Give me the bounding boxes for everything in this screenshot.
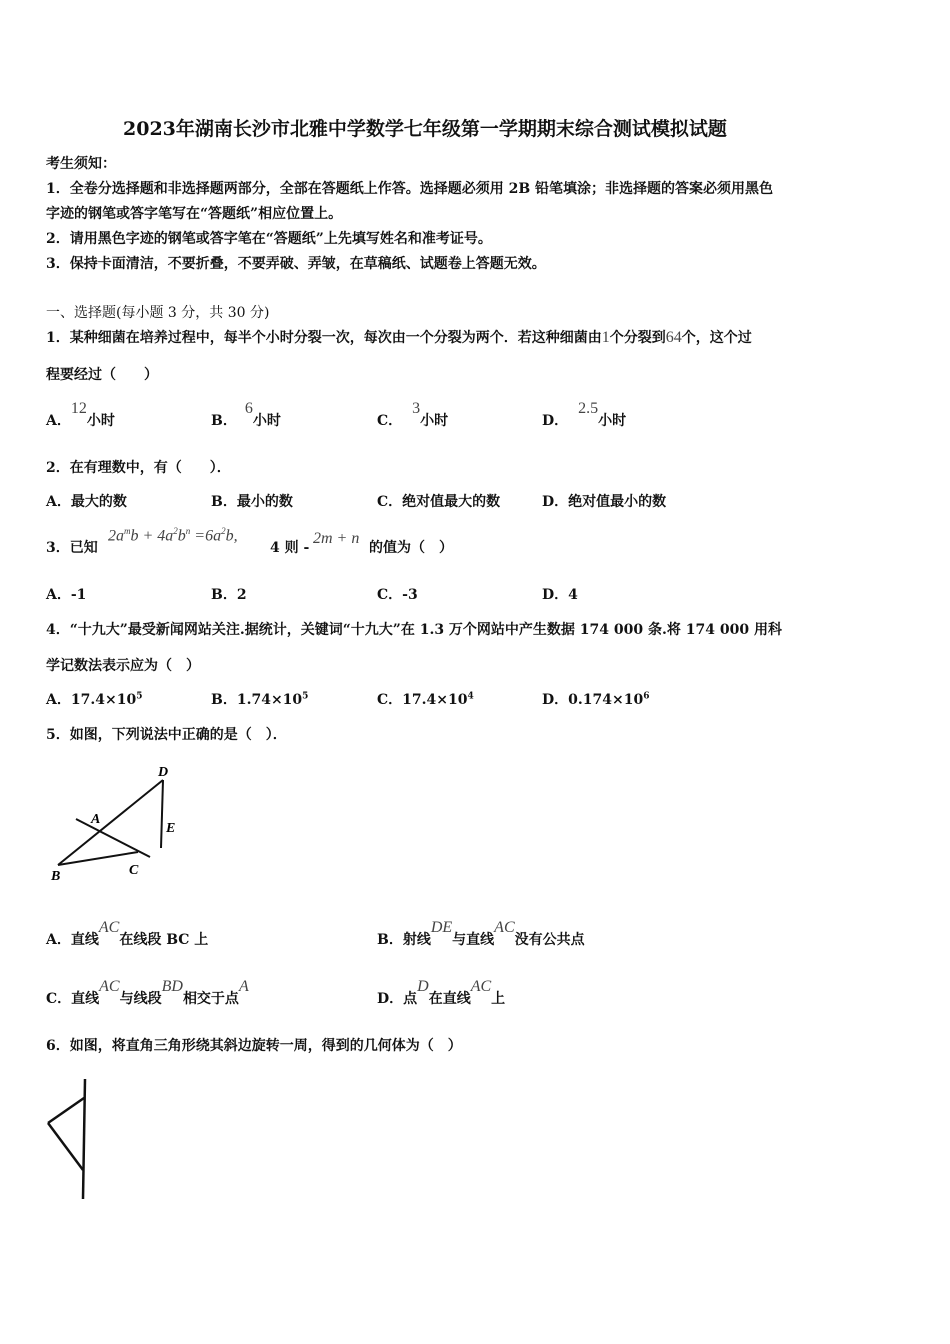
option-math: AC: [99, 978, 120, 995]
option-base: 17.4×10: [70, 692, 137, 708]
q1-text-part2: 个分裂到: [609, 330, 666, 346]
q1-number-64: 64: [665, 329, 682, 346]
option-text: 相交于点: [182, 991, 239, 1007]
option-math: 12: [70, 400, 87, 417]
label-d: D: [158, 765, 169, 780]
option-text: 在线段 BC 上: [119, 932, 209, 948]
option-exp: 5: [136, 691, 143, 702]
q2-option-a[interactable]: A．最大的数: [46, 494, 127, 510]
option-unit: 小时: [252, 413, 281, 429]
question-3-pre: 3．已知: [46, 540, 98, 556]
question-4-line2: 学记数法表示应为（ ）: [46, 658, 200, 674]
notice-line3: 3．保持卡面清洁，不要折叠，不要弄破、弄皱，在草稿纸、试题卷上答题无效。: [46, 256, 546, 272]
eq-part: 2a: [108, 527, 124, 545]
q5-figure: [40, 755, 200, 885]
page-title: 2023年湖南长沙市北雅中学数学七年级第一学期期末综合测试模拟试题: [123, 118, 727, 140]
q3-mid: 4 则 -: [270, 540, 310, 556]
option-text: C．直线: [46, 991, 100, 1007]
notice-line2: 2．请用黑色字迹的钢笔或答字笔在“答题纸”上先填写姓名和准考证号。: [46, 231, 492, 247]
option-math: 6: [244, 400, 253, 417]
option-math: D: [417, 978, 429, 995]
option-unit: 小时: [86, 413, 115, 429]
option-math: AC: [98, 919, 120, 936]
section-heading: 一、选择题(每小题 3 分，共 30 分): [46, 305, 270, 321]
q1-text-part1: 1．某种细菌在培养过程中，每半个小时分裂一次，每次由一个分裂为两个．若这种细菌由: [46, 330, 602, 346]
q5-option-a[interactable]: [46, 919, 209, 949]
option-text: 在直线: [428, 991, 471, 1007]
q3-post: 的值为（ ）: [369, 540, 453, 556]
option-unit: 小时: [420, 413, 449, 429]
option-math: BD: [161, 978, 183, 995]
option-letter: B．: [211, 692, 237, 708]
option-math: 2.5: [578, 400, 599, 417]
eq-sup: 2: [221, 526, 226, 536]
option-exp: 6: [643, 691, 650, 702]
option-text: 没有公共点: [514, 932, 585, 948]
question-2-stem: 2．在有理数中，有（ ）．: [46, 460, 231, 476]
label-c: C: [129, 863, 139, 878]
question-4-line1: 4．“十九大”最受新闻网站关注.据统计，关键词“十九大”在 1.3 万个网站中产生数据 174 000 条.将 174 000 用科: [46, 622, 782, 638]
option-text: A．直线: [46, 932, 99, 948]
notice-heading: 考生须知：: [46, 156, 116, 172]
q3-option-a[interactable]: A．-1: [46, 587, 87, 603]
question-5-stem: 5．如图，下列说法中正确的是（ ）．: [46, 727, 287, 743]
q5-option-b[interactable]: [377, 919, 585, 949]
option-base: 17.4×10: [402, 692, 468, 708]
option-letter: B．: [211, 413, 237, 429]
label-e: E: [166, 821, 176, 836]
label-a: A: [91, 812, 101, 827]
q6-figure: [40, 1075, 110, 1205]
eq-part: b,: [225, 527, 238, 545]
question-1-line1: [46, 327, 752, 347]
option-letter: C．: [377, 692, 403, 708]
option-text: B．射线: [377, 932, 431, 948]
q1-option-b[interactable]: [211, 400, 281, 430]
q4-option-b[interactable]: [211, 689, 308, 709]
option-exp: 5: [302, 691, 309, 702]
option-text: 与线段: [119, 991, 162, 1007]
q1-option-d[interactable]: [542, 400, 627, 430]
ray-de: [161, 780, 163, 848]
option-letter: D．: [542, 692, 569, 708]
eq-sup: 2: [173, 526, 178, 536]
q3-equation: [108, 526, 238, 545]
eq-sup: m: [124, 526, 131, 536]
option-letter: C．: [377, 413, 403, 429]
option-unit: 小时: [598, 413, 627, 429]
question-6-stem: 6．如图，将直角三角形绕其斜边旋转一周，得到的几何体为（ ）: [46, 1038, 462, 1054]
eq-part: =6a: [190, 527, 222, 545]
q3-option-c[interactable]: C．-3: [377, 587, 418, 603]
option-text: D．点: [377, 991, 418, 1007]
option-math: DE: [430, 919, 453, 936]
q1-option-c[interactable]: [377, 400, 449, 430]
q4-option-a[interactable]: [46, 689, 142, 709]
q2-option-c[interactable]: C．绝对值最大的数: [377, 494, 501, 510]
eq-part: b + 4a: [130, 527, 174, 545]
option-math: 3: [412, 400, 421, 417]
q5-option-d[interactable]: [377, 978, 506, 1008]
option-text: 与直线: [452, 932, 495, 948]
q2-option-d[interactable]: D．绝对值最小的数: [542, 494, 667, 510]
label-b: B: [51, 869, 61, 884]
line-bc: [58, 852, 138, 865]
eq-part: b: [177, 527, 186, 545]
q1-number-1: 1: [601, 329, 610, 346]
notice-line1a: 1．全卷分选择题和非选择题两部分，全部在答题纸上作答。选择题必须用 2B 铅笔填涂；非选择题的答案必须用黑色: [46, 181, 774, 197]
q1-text-part3: 个，这个过: [681, 330, 752, 346]
option-math: AC: [494, 919, 515, 936]
option-text: 上: [491, 991, 506, 1007]
option-math: AC: [470, 978, 492, 995]
line-ac: [76, 819, 150, 857]
triangle-leg-1: [48, 1098, 84, 1123]
option-letter: A．: [46, 413, 71, 429]
q4-option-d[interactable]: [542, 689, 649, 709]
option-letter: A．: [46, 692, 71, 708]
q1-option-a[interactable]: [46, 400, 115, 430]
option-exp: 4: [467, 691, 474, 702]
q3-option-d[interactable]: D．4: [542, 587, 578, 603]
q4-option-c[interactable]: [377, 689, 474, 709]
option-letter: D．: [542, 413, 569, 429]
notice-line1b: 字迹的钢笔或答字笔写在“答题纸”相应位置上。: [46, 206, 343, 222]
q3-expression: 2m + n: [313, 530, 360, 547]
question-1-line2: 程要经过（ ）: [46, 367, 158, 383]
option-math: A: [238, 978, 249, 995]
triangle-leg-2: [48, 1123, 83, 1170]
q5-option-c[interactable]: [46, 978, 249, 1008]
option-base: 1.74×10: [236, 692, 303, 708]
q3-option-b[interactable]: B．2: [211, 587, 247, 603]
line-db: [58, 780, 163, 865]
q2-option-b[interactable]: B．最小的数: [211, 494, 293, 510]
option-base: 0.174×10: [568, 692, 644, 708]
eq-sup: n: [185, 526, 191, 536]
